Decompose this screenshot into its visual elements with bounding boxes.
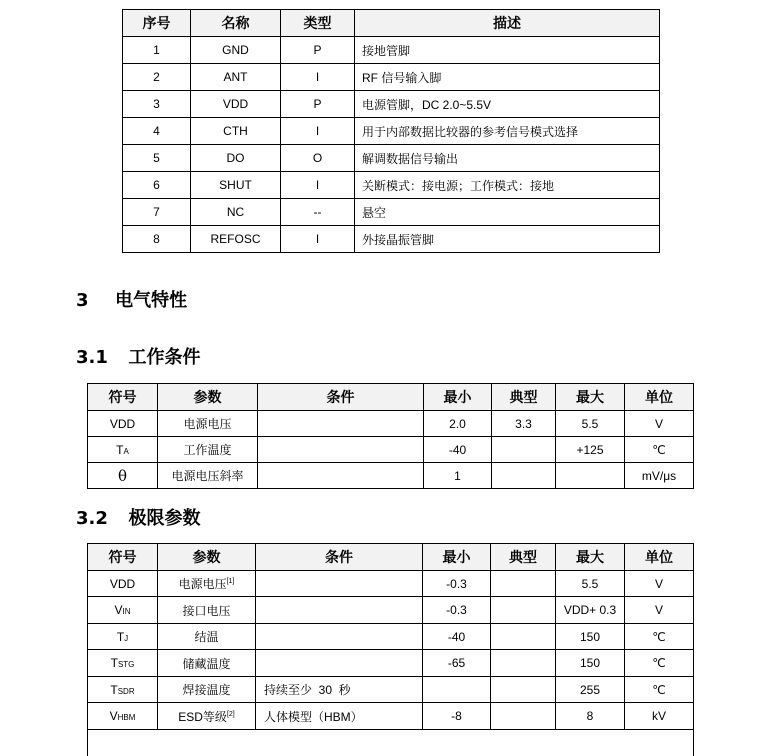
section-title: 极限参数 [128,508,201,529]
footnote-ref: [2] [226,710,235,718]
symbol-subscript: HBM [117,713,136,722]
unit-cell: V [625,597,694,624]
max-cell [556,463,625,489]
header-type: 类型 [281,10,355,37]
pin-name: GND [191,37,281,64]
typ-cell [492,463,556,489]
table-row [123,199,660,226]
table-row-empty [88,730,694,756]
symbol: T [110,656,118,670]
table-row [88,571,694,597]
param-text: ESD等级 [178,709,227,724]
header-cond: 条件 [258,384,424,411]
table-row [88,463,694,489]
symbol-subscript: J [124,633,129,643]
pin-name: NC [191,199,281,226]
unit-cell: V [625,571,694,597]
pin-type: O [281,145,355,172]
min-cell: -65 [423,650,491,677]
header-unit: 单位 [625,544,694,571]
symbol: T [116,442,124,457]
header-typ: 典型 [492,384,556,411]
pin-no: 3 [123,91,191,118]
pin-no: 6 [123,172,191,199]
max-cell: +125 [556,437,625,463]
unit-cell: ℃ [625,437,694,463]
header-param: 参数 [158,544,256,571]
pin-name: DO [191,145,281,172]
symbol-cell [88,597,158,624]
unit-cell: V [625,411,694,437]
max-cell: 255 [556,677,625,703]
table-row [123,118,660,145]
typ-cell [491,571,556,597]
symbol: θ [117,466,128,485]
pin-table [122,9,660,253]
cond-cell: 持续至少 30 秒 [256,677,423,703]
pin-table-header-row [123,10,660,37]
cond-cell: 人体模型（HBM） [256,703,423,730]
param-cell: 工作温度 [158,437,258,463]
typ-cell [491,677,556,703]
pin-desc: 悬空 [355,199,660,226]
typ-cell [492,437,556,463]
table-row [123,226,660,253]
param-cell: 电源电压 [158,411,258,437]
pin-no: 5 [123,145,191,172]
cond-cell [256,571,423,597]
pin-desc: 关断模式：接电源；工作模式：接地 [355,172,660,199]
pin-name: CTH [191,118,281,145]
header-max: 最大 [556,544,625,571]
table-row [88,624,694,650]
pin-type: I [281,64,355,91]
cond-cell [258,411,424,437]
max-cell: 150 [556,650,625,677]
pin-name: REFOSC [191,226,281,253]
pin-name: ANT [191,64,281,91]
symbol: T [110,682,118,697]
symbol-subscript: IN [122,607,131,616]
cond-cell [256,624,423,650]
abs-table-header-row [88,544,694,571]
cond-cell [256,597,423,624]
max-cell: 5.5 [556,411,625,437]
unit-cell: kV [625,703,694,730]
pin-type: I [281,226,355,253]
min-cell: -0.3 [423,597,491,624]
param-cell: 电源电压斜率 [158,463,258,489]
pin-type: P [281,91,355,118]
header-min: 最小 [423,544,491,571]
min-cell: -40 [424,437,492,463]
symbol-subscript: STG [117,660,135,669]
pin-no: 8 [123,226,191,253]
param-cell: 结温 [158,624,256,650]
param-cell [158,703,256,730]
pin-name: SHUT [191,172,281,199]
symbol-cell [88,677,158,703]
symbol-cell [88,624,158,650]
typ-cell [491,703,556,730]
symbol-cell [88,463,158,489]
footnote-ref: [1] [226,578,235,585]
pin-desc: 接地管脚 [355,37,660,64]
unit-cell: ℃ [625,677,694,703]
min-cell [423,677,491,703]
cond-cell [258,437,424,463]
empty-cell [88,730,694,756]
min-cell: -0.3 [423,571,491,597]
table-row [123,37,660,64]
symbol-subscript: A [123,446,129,456]
section-number: 3 [76,290,89,311]
symbol: VDD [109,416,136,431]
table-row [88,597,694,624]
absolute-ratings-table [87,543,694,756]
max-cell: 150 [556,624,625,650]
param-cell: 接口电压 [158,597,256,624]
op-table-header-row [88,384,694,411]
table-row [123,64,660,91]
typ-cell [491,650,556,677]
section-title: 电气特性 [115,290,188,311]
symbol-cell [88,411,158,437]
pin-desc: 外接晶振管脚 [355,226,660,253]
symbol: V [114,603,123,617]
typ-cell: 3.3 [492,411,556,437]
min-cell: 2.0 [424,411,492,437]
pin-type: I [281,172,355,199]
unit-cell: mV/μs [625,463,694,489]
unit-cell: ℃ [625,650,694,677]
pin-desc: 解调数据信号输出 [355,145,660,172]
max-cell: 8 [556,703,625,730]
symbol-cell [88,703,158,730]
cond-cell [258,463,424,489]
table-row [88,677,694,703]
pin-name: VDD [191,91,281,118]
header-symbol: 符号 [88,384,158,411]
pin-type: P [281,37,355,64]
symbol-cell [88,650,158,677]
table-row [123,172,660,199]
symbol: VDD [109,576,136,591]
table-row [123,145,660,172]
unit-cell: ℃ [625,624,694,650]
pin-type: -- [281,199,355,226]
pin-no: 2 [123,64,191,91]
header-cond: 条件 [256,544,423,571]
pin-no: 1 [123,37,191,64]
section-heading [76,343,200,369]
header-no: 序号 [123,10,191,37]
section-heading [76,504,200,530]
pin-desc: 用于内部数据比较器的参考信号模式选择 [355,118,660,145]
header-symbol: 符号 [88,544,158,571]
section-title: 工作条件 [128,347,201,368]
pin-type: I [281,118,355,145]
cond-cell [256,650,423,677]
min-cell: -8 [423,703,491,730]
pin-no: 4 [123,118,191,145]
header-name: 名称 [191,10,281,37]
typ-cell [491,624,556,650]
param-cell: 储藏温度 [158,650,256,677]
max-cell: 5.5 [556,571,625,597]
symbol-cell [88,571,158,597]
param-text: 电源电压 [178,577,227,591]
pin-desc: RF 信号输入脚 [355,64,660,91]
table-row [88,703,694,730]
section-heading [76,286,187,312]
header-unit: 单位 [625,384,694,411]
symbol-cell [88,437,158,463]
section-number: 3.1 [76,347,108,368]
table-row [123,91,660,118]
table-row [88,411,694,437]
pin-no: 7 [123,199,191,226]
table-row [88,437,694,463]
typ-cell [491,597,556,624]
param-cell [158,571,256,597]
header-desc: 描述 [355,10,660,37]
symbol: T [116,629,125,644]
symbol-subscript: SDR [117,686,135,696]
table-row [88,650,694,677]
pin-desc: 电源管脚，DC 2.0~5.5V [355,91,660,118]
header-param: 参数 [158,384,258,411]
operating-conditions-table [87,383,694,489]
header-max: 最大 [556,384,625,411]
min-cell: 1 [424,463,492,489]
section-number: 3.2 [76,508,108,529]
header-typ: 典型 [491,544,556,571]
header-min: 最小 [424,384,492,411]
min-cell: -40 [423,624,491,650]
param-cell: 焊接温度 [158,677,256,703]
max-cell: VDD+ 0.3 [556,597,625,624]
symbol: V [109,709,118,723]
